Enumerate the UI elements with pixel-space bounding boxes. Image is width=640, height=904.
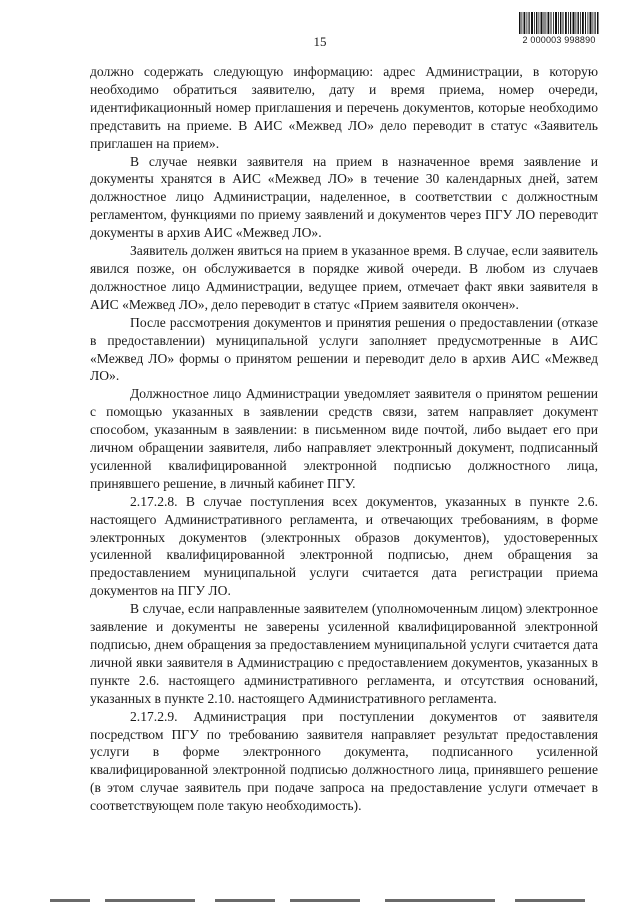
barcode-number: 2 000003 998890 bbox=[522, 35, 596, 45]
paragraph: Заявитель должен явиться на прием в указанное время. В случае, если заявитель явился позже, он обслуживается в порядке живой очереди. В любом из случаев должностное лицо Администрации, ведущее прием, отмечает факт явки заявителя в АИС «Межвед ЛО», дело переводит в статус «Прием заявителя окончен». bbox=[90, 243, 598, 312]
paragraph: 2.17.2.9. Администрация при поступлении документов от заявителя посредством ПГУ по требованию заявителя направляет результат предоставления услуги в форме электронного документа, подписанного усиленной квалифицированной электронной подписью должностного лица, принявшего решение (в этом случае заявитель при подаче запроса на предоставление услуги отмечает в соответствующем поле такую необходимость). bbox=[90, 708, 598, 814]
page-number: 15 bbox=[313, 34, 327, 49]
paragraph: В случае, если направленные заявителем (уполномоченным лицом) электронное заявление и документы не заверены усиленной квалифицированной электронной подписью, днем обращения за предоставлением муниципальной услуги считается дата личной явки заявителя в Администрацию с предоставлением документов, указанных в пункте 2.6. настоящего административного регламента, и отсутствия оснований, указанных в пункте 2.10. настоящего Административного регламента. bbox=[90, 601, 598, 706]
paragraph: В случае неявки заявителя на прием в назначенное время заявление и документы хранятся в АИС «Межвед ЛО» в течение 30 календарных дней, затем должностное лицо Администрации, наделенное, в соответствии с должностным регламентом, функциями по приему заявлений и документов через ПГУ ЛО переводит документы в архив АИС «Межвед ЛО». bbox=[90, 153, 598, 241]
barcode bbox=[518, 12, 600, 45]
paragraph: После рассмотрения документов и принятия решения о предоставлении (отказе в предоставлении) муниципальной услуги заполняет предусмотренные в АИС «Межвед ЛО» формы о принятом решении и переводит дело в архив АИС «Межвед ЛО». bbox=[90, 314, 598, 384]
barcode-bars bbox=[518, 12, 600, 36]
scan-edge-marks bbox=[50, 896, 610, 904]
paragraph: должно содержать следующую информацию: адрес Администрации, в которую необходимо обратиться заявителю, дату и время приема, номер очереди, идентификационный номер приглашения и перечень документов, которые необходимо представить на приеме. В АИС «Межвед ЛО» дело переводит в статус «Заявитель приглашен на прием». bbox=[90, 64, 598, 151]
paragraph: 2.17.2.8. В случае поступления всех документов, указанных в пункте 2.6. настоящего Административного регламента, и отвечающих требованиям, в форме электронных документов (электронных образов документов), удостоверенных усиленной квалифицированной электронной подписью, днем обращения за предоставлением муниципальной услуги считается дата регистрации приема документов на ПГУ ЛО. bbox=[90, 493, 598, 599]
paragraph: Должностное лицо Администрации уведомляет заявителя о принятом решении с помощью указанных в заявлении средств связи, затем направляет документ способом, указанным в заявлении: в письменном виде почтой, либо выдает его при личном обращении заявителя, либо направляет электронный документ, подписанный усиленной квалифицированной электронной подписью должностного лица, принявшего решение, в личный кабинет ПГУ. bbox=[90, 386, 598, 491]
document-body bbox=[90, 63, 598, 815]
